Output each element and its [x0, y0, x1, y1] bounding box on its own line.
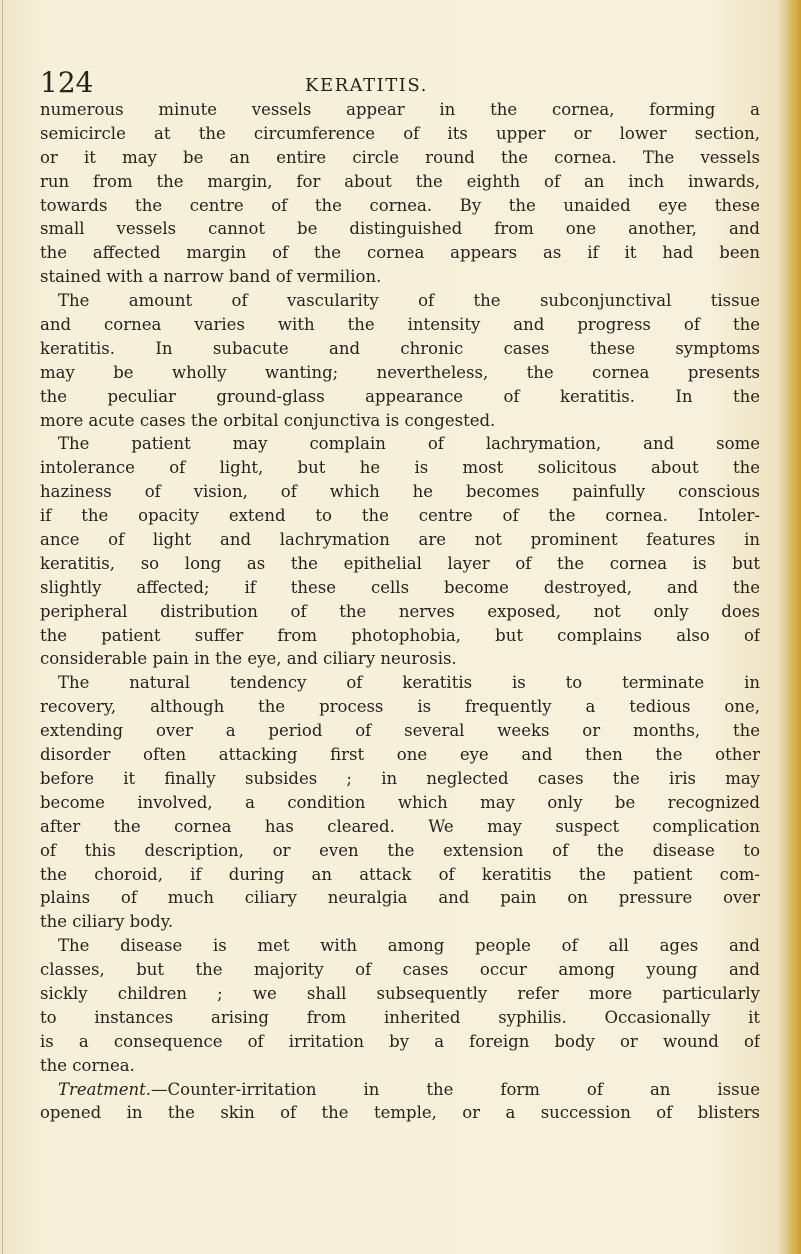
text-line-content: and cornea varies with the intensity and progress of the [40, 315, 760, 335]
text-line-content: The patient may complain of lachrymation, and some [58, 434, 760, 454]
text-line-content: slightly affected; if these cells become destroyed, and the [40, 577, 760, 597]
text-line [40, 719, 760, 743]
text-line-content: the ciliary body. [40, 912, 174, 932]
text-line-content: the peculiar ground-glass appearance of keratitis. In the [40, 386, 760, 406]
text-line [40, 791, 760, 815]
text-line [40, 217, 760, 241]
page-edge-stain [787, 0, 801, 1254]
section-lead-italic: Treatment. [58, 1079, 152, 1099]
text-line [40, 695, 760, 719]
text-line [40, 1054, 760, 1078]
text-line-content: keratitis, so long as the epithelial layer of the cornea is but [40, 553, 760, 573]
body-text [40, 98, 760, 1125]
text-line-content: numerous minute vessels appear in the cornea, forming a [40, 100, 760, 119]
text-line [40, 265, 760, 289]
text-line-content: peripheral distribution of the nerves exposed, not only does [40, 601, 760, 621]
text-line-content: more acute cases the orbital conjunctiva is congested. [40, 410, 496, 430]
text-line [40, 456, 760, 480]
text-line [40, 767, 760, 791]
text-line-content: the affected margin of the cornea appears as if it had been [40, 243, 760, 263]
text-line [40, 552, 760, 576]
text-line [40, 671, 760, 695]
running-title: KERATITIS. [305, 75, 428, 96]
text-line-content: keratitis. In subacute and chronic cases these symptoms [40, 338, 760, 358]
text-line-content: the choroid, if during an attack of keratitis the patient com- [40, 864, 760, 884]
text-line [40, 98, 760, 122]
text-line-content: ance of light and lachrymation are not prominent features in [40, 530, 760, 550]
text-line-content: may be wholly wanting; nevertheless, the cornea presents [40, 362, 760, 382]
text-line-content: The amount of vascularity of the subconjunctival tissue [58, 291, 760, 311]
text-line-content: if the opacity extend to the centre of the cornea. Intoler- [40, 506, 760, 526]
text-line-content: is a consequence of irritation by a foreign body or wound of [40, 1031, 760, 1051]
running-head [40, 66, 760, 102]
text-line-content: the patient suffer from photophobia, but complains also of [40, 625, 760, 645]
text-line-content: intolerance of light, but he is most solicitous about the [40, 458, 760, 478]
text-line-content: small vessels cannot be distinguished from one another, and [40, 219, 760, 239]
text-line [40, 576, 760, 600]
text-line [40, 934, 760, 958]
text-line-content: recovery, although the process is frequently a tedious one, [40, 697, 760, 717]
text-line [40, 815, 760, 839]
text-line [40, 839, 760, 863]
text-line [40, 194, 760, 218]
page-number: 124 [40, 66, 94, 99]
text-line-content: plains of much ciliary neuralgia and pain on pressure over [40, 888, 760, 908]
text-line-content: extending over a period of several weeks or months, the [40, 721, 760, 741]
text-line-content: before it finally subsides ; in neglected cases the iris may [40, 768, 760, 788]
text-line [40, 958, 760, 982]
text-line-content: —Counter-irritation in the form of an issue [151, 1079, 760, 1099]
text-line [40, 480, 760, 504]
text-line [40, 624, 760, 648]
text-line-content: opened in the skin of the temple, or a succession of blisters [40, 1103, 760, 1123]
text-line [40, 313, 760, 337]
text-line-content: considerable pain in the eye, and ciliary neurosis. [40, 649, 457, 669]
text-line-content: of this description, or even the extension of the disease to [40, 840, 760, 860]
text-line-content: run from the margin, for about the eighth of an inch inwards, [40, 171, 760, 191]
text-line [40, 289, 760, 313]
text-line [40, 432, 760, 456]
text-line [40, 528, 760, 552]
text-line [40, 241, 760, 265]
text-line-content: towards the centre of the cornea. By the unaided eye these [40, 195, 760, 215]
text-line-content: The natural tendency of keratitis is to terminate in [58, 673, 760, 693]
text-line [40, 1030, 760, 1054]
text-line [40, 170, 760, 194]
text-line-content: semicircle at the circumference of its upper or lower section, [40, 123, 760, 143]
text-line [40, 385, 760, 409]
text-line-content: to instances arising from inherited syphilis. Occasionally it [40, 1007, 760, 1027]
text-line-content: disorder often attacking first one eye and then the other [40, 745, 760, 765]
text-line [40, 910, 760, 934]
text-line [40, 409, 760, 433]
text-line [40, 863, 760, 887]
text-line [40, 982, 760, 1006]
text-line-content: stained with a narrow band of vermilion. [40, 267, 382, 287]
text-line [40, 647, 760, 671]
text-line-content: sickly children ; we shall subsequently refer more particularly [40, 983, 760, 1003]
text-line-content: haziness of vision, of which he becomes painfully conscious [40, 482, 760, 502]
text-line [40, 743, 760, 767]
page-gutter-line [2, 0, 3, 1254]
text-line-content: The disease is met with among people of all ages and [58, 936, 760, 956]
text-line-content: after the cornea has cleared. We may suspect complication [40, 816, 760, 836]
text-line-content: classes, but the majority of cases occur among young and [40, 960, 760, 980]
text-line [40, 1078, 760, 1102]
text-line [40, 1006, 760, 1030]
text-line [40, 122, 760, 146]
text-line [40, 337, 760, 361]
text-line-content: become involved, a condition which may only be recognized [40, 792, 760, 812]
text-line [40, 886, 760, 910]
text-line-content: the cornea. [40, 1055, 135, 1075]
text-line [40, 1101, 760, 1125]
text-line [40, 600, 760, 624]
text-line [40, 146, 760, 170]
text-line [40, 504, 760, 528]
text-line-content: or it may be an entire circle round the cornea. The vessels [40, 147, 760, 167]
text-line [40, 361, 760, 385]
